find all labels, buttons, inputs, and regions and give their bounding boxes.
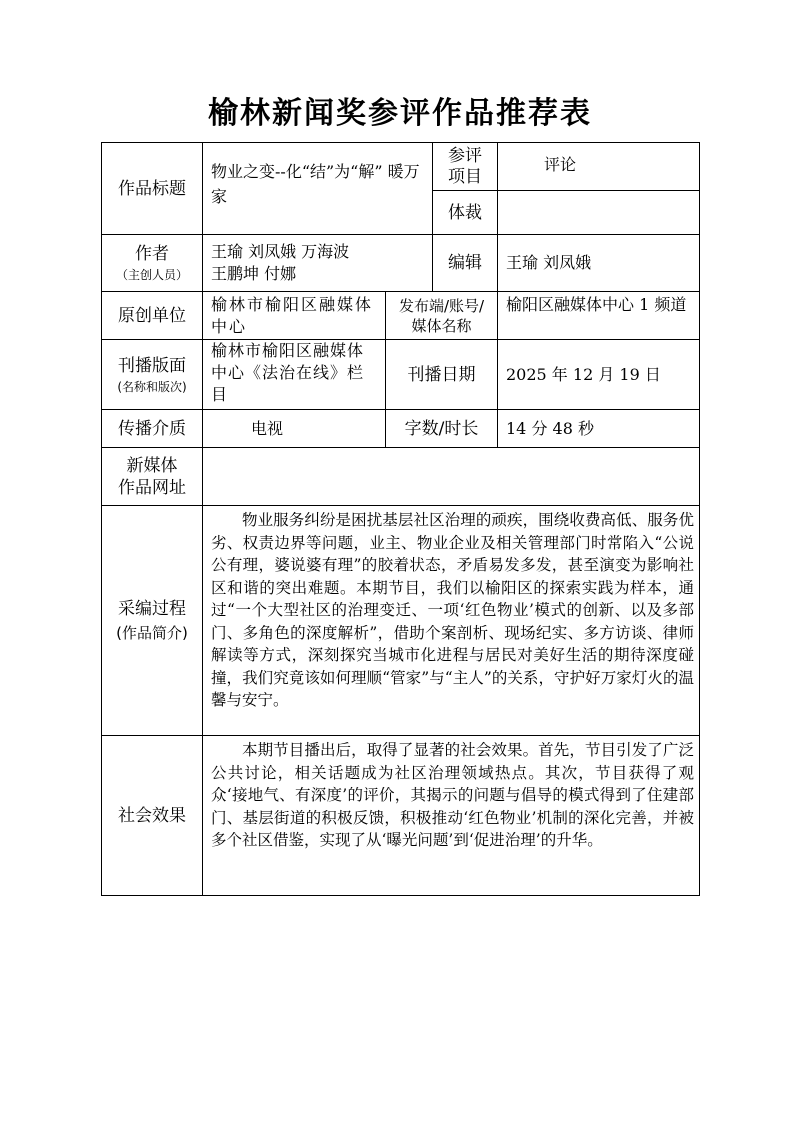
newmedia-value — [203, 448, 700, 505]
author-line: 王鹏坤 付娜 — [211, 264, 297, 283]
work-title-label: 作品标题 — [118, 178, 186, 199]
process-label: 采编过程 (作品简介) — [116, 598, 188, 642]
publisher-value: 榆阳区融媒体中心 1 频道 — [506, 295, 687, 314]
process-text: 物业服务纠纷是困扰基层社区治理的顽疾，围绕收费高低、服务优劣、权责边界等问题，业主、物业企业及相关管理部门时常陷入“公说公有理，婆说婆有理”的胶着状态，矛盾易发多发，甚至演变为影响社区和谐的突出难题。本期节目，我们以榆阳区的探索实践为样本，通过“一个大型社区的治理变迁、一项‘红色物业’模式的创新、以及多部门、多角色的深度解析”，借助个案剖析、现场纪实、多方访谈、律师解读等方式，深刻探究当城市化进程与居民对美好生活的期待深度碰撞，我们究竟该如何理顺“管家”与“主人”的关系，守护好万家灯火的温馨与安宁。 — [211, 511, 694, 709]
publisher-label: 发布端/账号/ 媒体名称 — [398, 296, 485, 335]
author-label: 作者 （主创人员） — [115, 244, 188, 282]
medium-value: 电视 — [251, 418, 284, 438]
editor-value: 王瑜 刘凤娥 — [506, 253, 592, 272]
edition-value: 榆林市榆阳区融媒体中心《法治在线》栏目 — [211, 341, 365, 404]
editor-label: 编辑 — [448, 253, 482, 273]
origin-value: 榆林市榆阳区融媒体中心 — [211, 295, 374, 336]
medium-label: 传播介质 — [118, 418, 186, 439]
newmedia-label: 新媒体 作品网址 — [118, 455, 186, 498]
category-value: 评论 — [544, 155, 577, 174]
genre-label: 体裁 — [448, 202, 482, 223]
edition-label: 刊播版面 (名称和版次) — [117, 355, 187, 394]
effect-text: 本期节目播出后，取得了显著的社会效果。首先，节目引发了广泛公共讨论，相关话题成为社区治理领域热点。其次，节目获得了观众‘接地气、有深度’的评价，其揭示的问题与倡导的模式得到了住建部门、基层街道的积极反馈，积极推动‘红色物业’机制的深化完善，并被多个社区借鉴，实现了从‘曝光问题’到‘促进治理’的升华。 — [211, 741, 694, 849]
date-label: 刊播日期 — [407, 364, 476, 385]
length-label: 字数/时长 — [404, 418, 479, 439]
date-value: 2025 年 12 月 19 日 — [506, 364, 661, 384]
page-title: 榆林新闻奖参评作品推荐表 — [208, 96, 592, 131]
effect-label: 社会效果 — [118, 805, 186, 826]
length-value: 14 分 48 秒 — [506, 418, 594, 438]
category-label: 参评 项目 — [448, 145, 482, 187]
author-value — [203, 235, 432, 291]
author-line: 王瑜 刘凤娥 万海波 — [211, 242, 350, 261]
origin-label: 原创单位 — [118, 305, 186, 326]
work-title-value: 物业之变--化“结”为“解” 暖万家 — [211, 162, 420, 206]
genre-value — [498, 191, 700, 234]
